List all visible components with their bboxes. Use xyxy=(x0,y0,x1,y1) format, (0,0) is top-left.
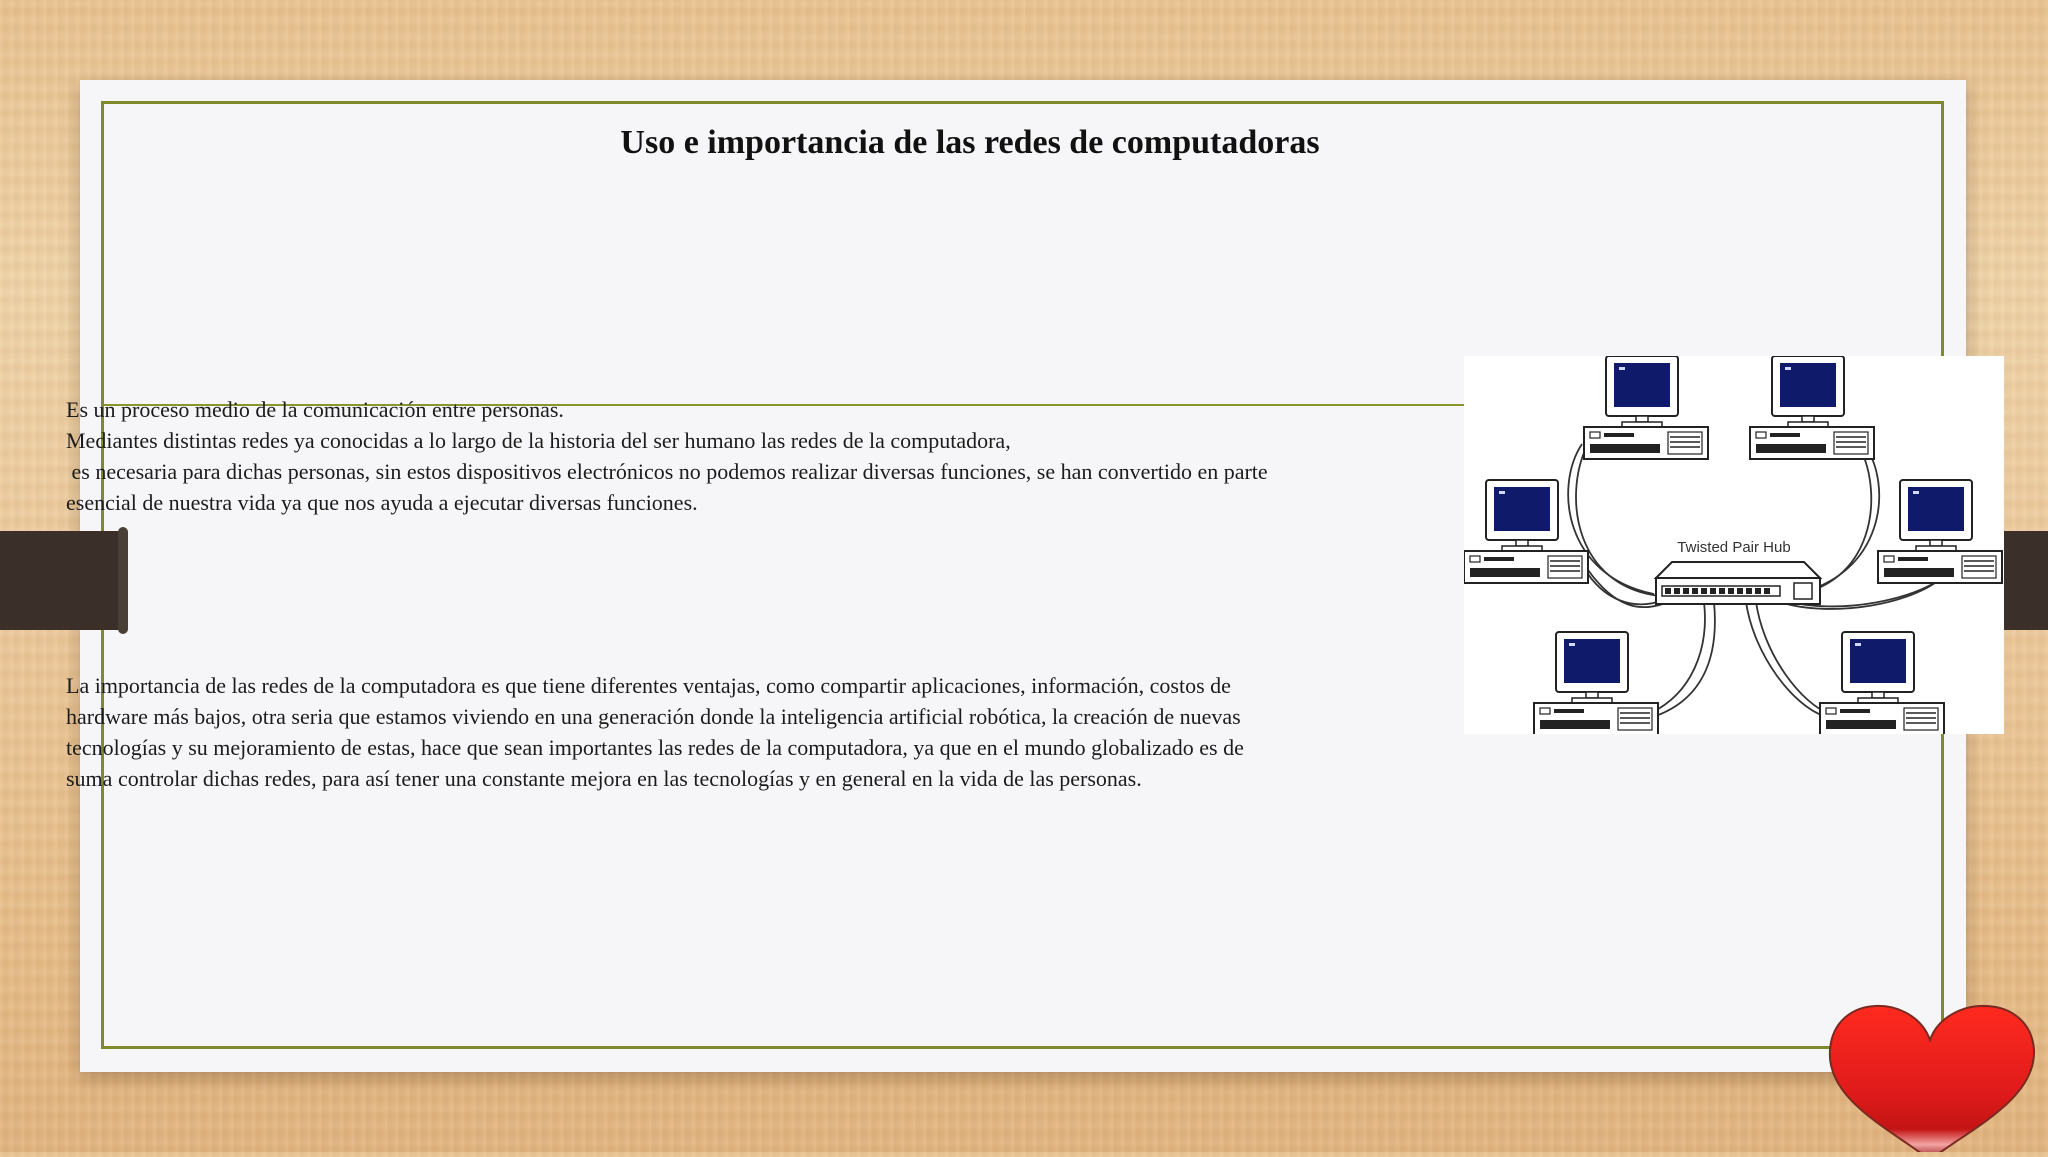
hub-label: Twisted Pair Hub xyxy=(1677,539,1791,556)
paragraph-line: La importancia de las redes de la computadora es que tiene diferentes ventajas, como compartir aplicaciones, información, costos de xyxy=(66,673,1231,698)
computer-icon xyxy=(1878,480,2002,583)
computer-icon xyxy=(1750,356,1874,459)
heart-icon xyxy=(1822,990,2048,1152)
paragraph-line: tecnologías y su mejoramiento de estas, hace que sean importantes las redes de la computadora, ya que en el mundo globalizado es de xyxy=(66,735,1244,760)
paragraph-line: es necesaria para dichas personas, sin estos dispositivos electrónicos no podemos realizar diversas funciones, se han convertido en parte xyxy=(66,459,1268,484)
slide-title: Uso e importancia de las redes de computadoras xyxy=(620,124,1320,161)
paragraph-line: esencial de nuestra vida ya que nos ayuda a ejecutar diversas funciones. xyxy=(66,490,698,515)
network-diagram-image xyxy=(1464,356,2004,734)
computer-icon xyxy=(1584,356,1708,459)
paragraph-importance xyxy=(66,670,1466,794)
computer-icon xyxy=(1534,632,1658,734)
left-dark-tab-edge xyxy=(118,527,128,634)
paragraph-line: Es un proceso medio de la comunicación entre personas. xyxy=(66,397,564,422)
computer-icon xyxy=(1820,632,1944,734)
left-dark-tab xyxy=(0,531,126,630)
paragraph-line: hardware más bajos, otra seria que estamos viviendo en una generación donde la inteligencia artificial robótica, la creación de nuevas xyxy=(66,704,1241,729)
right-dark-tab xyxy=(2000,531,2048,630)
twisted-pair-hub xyxy=(1656,562,1820,604)
paragraph-line: Mediantes distintas redes ya conocidas a lo largo de la historia del ser humano las redes de la computadora, xyxy=(66,428,1011,453)
computer-icon xyxy=(1464,480,1588,583)
paragraph-definition xyxy=(66,394,1466,518)
paragraph-line: suma controlar dichas redes, para así tener una constante mejora en las tecnologías y en general en la vida de las personas. xyxy=(66,766,1142,791)
